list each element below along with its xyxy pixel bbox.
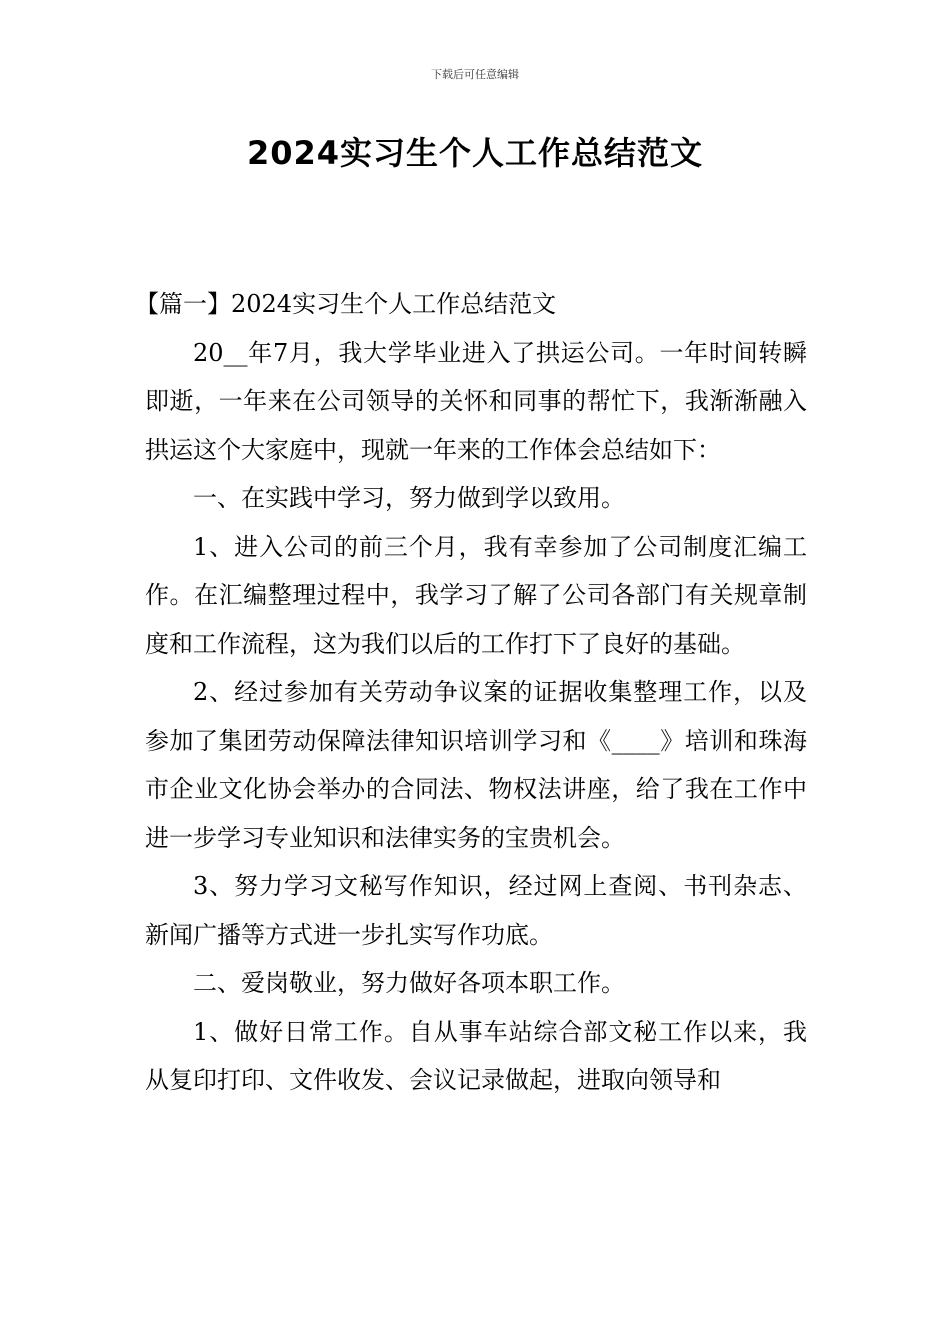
paragraph-intro: 20__年7月，我大学毕业进入了拱运公司。一年时间转瞬即逝，一年来在公司领导的关怀和同事的帮忙下，我渐渐融入拱运这个大家庭中，现就一年来的工作体会总结如下： — [145, 338, 807, 464]
document-body — [135, 280, 807, 1105]
paragraph-item-1: 1、进入公司的前三个月，我有幸参加了公司制度汇编工作。在汇编整理过程中，我学习了解了公司各部门有关规章制度和工作流程，这为我们以后的工作打下了良好的基础。 — [145, 532, 807, 658]
paragraph-item-2: 2、经过参加有关劳动争议案的证据收集整理工作，以及参加了集团劳动保障法律知识培训学习和《____》培训和珠海市企业文化协会举办的合同法、物权法讲座，给了我在工作中进一步学习专业知识和法律实务的宝贵机会。 — [145, 678, 807, 852]
document-title: 2024实习生个人工作总结范文 — [246, 134, 704, 172]
paragraph-item-3: 3、努力学习文秘写作知识，经过网上查阅、书刊杂志、新闻广播等方式进一步扎实写作功底。 — [145, 872, 807, 949]
paragraph-part-two-heading: 二、爱岗敬业，努力做好各项本职工作。 — [193, 969, 625, 997]
paragraph-part-one-heading: 一、在实践中学习，努力做到学以致用。 — [193, 484, 625, 512]
paragraph-part-two-item-1: 1、做好日常工作。自从事车站综合部文秘工作以来，我从复印打印、文件收发、会议记录做起，进取向领导和 — [145, 1017, 807, 1094]
section-heading: 【篇一】2024实习生个人工作总结范文 — [135, 290, 557, 318]
page-header-note: 下载后可任意编辑 — [431, 68, 519, 81]
